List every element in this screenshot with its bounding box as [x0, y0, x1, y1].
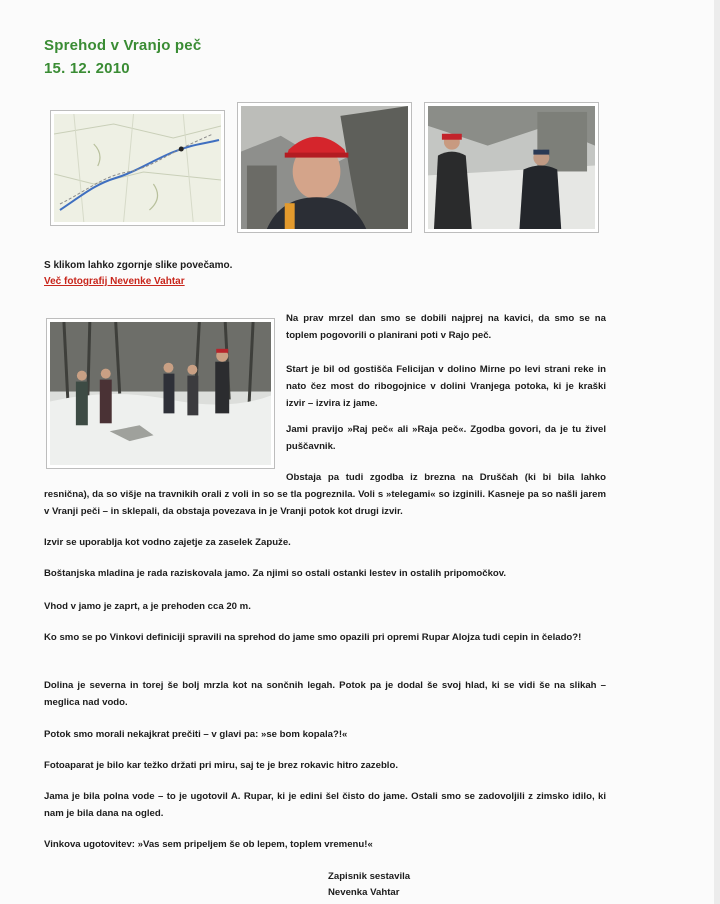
paragraph-3: Jami pravijo »Raj peč« ali »Raja peč«. Zgodba govori, da je tu živel puščavnik.: [286, 424, 606, 452]
paragraph-8: Ko smo se po Vinkovi definiciji spravili na sprehod do jame smo opazili pri opremi Rupar Alojza tudi cepin in čelado?!: [44, 632, 582, 643]
enlarge-note: S klikom lahko zgornje slike povečamo.: [44, 260, 233, 271]
page-title: Sprehod v Vranjo peč: [44, 37, 202, 54]
paragraph-9: Dolina je severna in torej še bolj mrzla kot na sončnih legah. Potok pa je dodal še svoj hlad, ki se vidi še na slikah – meglica nad vodo.: [44, 680, 606, 708]
page-edge: [714, 0, 720, 904]
map-thumbnail[interactable]: [50, 110, 225, 226]
paragraph-2: Start je bil od gostišča Felicijan v dolino Mirne po levi strani reke in nato čez most do ribogojnice v dolini Vranjega potoka, ki je kraški izvir – izvira iz jame.: [286, 364, 606, 409]
paragraph-7: Vhod v jamo je zaprt, a je prehoden cca 20 m.: [44, 601, 251, 612]
paragraph-10: Potok smo morali nekajkrat prečiti – v glavi pa: »se bom kopala?!«: [44, 729, 348, 740]
paragraph-11: Fotoaparat je bilo kar težko držati pri miru, saj te je brez rokavic hitro zazeblo.: [44, 760, 398, 771]
paragraph-5: Izvir se uporablja kot vodno zajetje za zaselek Zapuže.: [44, 537, 291, 548]
photo-two-hikers[interactable]: [424, 102, 599, 233]
signature-name: Nevenka Vahtar: [328, 887, 400, 898]
paragraph-13: Vinkova ugotovitev: »Vas sem pripeljem še ob lepem, toplem vremenu!«: [44, 839, 373, 850]
page-date: 15. 12. 2010: [44, 60, 130, 77]
photo-hiker-red-cap[interactable]: [237, 102, 412, 233]
signature-line1: Zapisnik sestavila: [328, 871, 411, 882]
paragraph-4: Obstaja pa tudi zgodba iz brezna na Druščah (ki bi bila lahko resnična), da so višje na travnikih orali z voli in so se tla pogreznila. Voli s »telegami« so izginili. Kasneje pa so našli jarem v Vranji peči – in sklepali, da obstaja povezava in je Vranji potok kot drugi izvir.: [44, 472, 606, 517]
paragraph-1: Na prav mrzel dan smo se dobili najprej na kavici, da smo se na toplem pogovorili o planirani poti v Rajo peč.: [286, 313, 606, 341]
paragraph-12: Jama je bila polna vode – to je ugotovil A. Rupar, ki je edini šel čisto do jame. Ostali smo se zadovoljili z zimsko idilo, ki nam je bila dana na ogled.: [44, 791, 606, 819]
photo-group-winter[interactable]: [46, 318, 275, 469]
paragraph-6: Boštanjska mladina je rada raziskovala jamo. Za njimi so ostali ostanki lestev in ostalih pripomočkov.: [44, 568, 507, 579]
more-photos-link[interactable]: Več fotografij Nevenke Vahtar: [44, 276, 185, 287]
